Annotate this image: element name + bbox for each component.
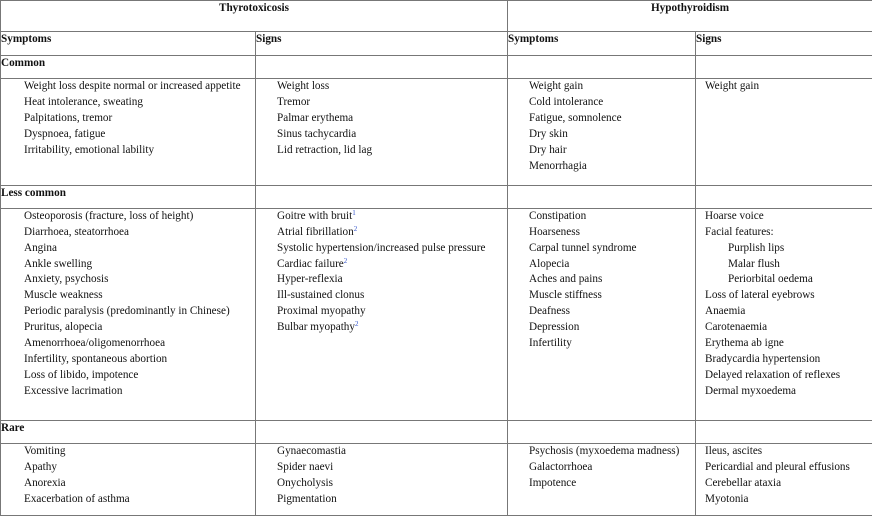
section-label-row: [1, 56, 872, 79]
list-item: [1, 209, 255, 225]
footnote-marker[interactable]: 2: [353, 224, 358, 233]
item-text: Aches and pains: [529, 273, 603, 286]
item-text: Infertility: [529, 337, 572, 350]
item-text: Excessive lacrimation: [24, 384, 123, 397]
list-item: [696, 257, 872, 273]
list-item: [1, 304, 255, 320]
list-item: [696, 368, 872, 384]
empty-cell: [508, 185, 696, 208]
item-text: Anxiety, psychosis: [24, 273, 109, 286]
item-text: Vomiting: [24, 445, 66, 458]
item-text: Delayed relaxation of reflexes: [705, 368, 841, 381]
list-item: [256, 460, 507, 476]
list-item: [696, 272, 872, 288]
list-item: [696, 352, 872, 368]
section-content-row: [1, 444, 872, 516]
footnote-marker[interactable]: 1: [352, 208, 356, 217]
item-text: Infertility, spontaneous abortion: [24, 352, 168, 365]
hypo-signs-cell: [696, 79, 872, 186]
list-item: [256, 320, 507, 336]
item-text: Ankle swelling: [24, 257, 93, 270]
list-item: [508, 460, 695, 476]
footnote-marker[interactable]: 2: [355, 320, 359, 329]
empty-cell: [508, 56, 696, 79]
item-text: Dry hair: [529, 143, 567, 156]
item-text: Cold intolerance: [529, 95, 604, 108]
list-item: [1, 336, 255, 352]
section-label: Rare: [1, 421, 256, 444]
list-item: [508, 304, 695, 320]
item-text: Heat intolerance, sweating: [24, 95, 143, 108]
list-item: [256, 272, 507, 288]
list-item: [1, 288, 255, 304]
item-text: Diarrhoea, steatorrhoea: [24, 225, 129, 238]
list-item: [1, 111, 255, 127]
section-content-row: [1, 208, 872, 421]
list-item: [508, 111, 695, 127]
thyro-signs-cell: [256, 444, 508, 516]
empty-cell: [696, 56, 872, 79]
list-item: [1, 143, 255, 159]
item-text: Depression: [529, 321, 580, 334]
footnote-marker[interactable]: 2: [343, 256, 348, 265]
item-text: Goitre with bruit: [277, 209, 353, 222]
item-text: Pigmentation: [277, 493, 337, 506]
item-text: Proximal myopathy: [277, 305, 366, 318]
list-item: [256, 95, 507, 111]
item-text: Hoarse voice: [705, 209, 764, 222]
list-item: [696, 336, 872, 352]
list-item: [1, 272, 255, 288]
list-item: [1, 384, 255, 400]
item-text: Hyper-reflexia: [277, 273, 343, 286]
thyro-symptoms-cell: [1, 208, 256, 421]
section-label: Less common: [1, 185, 256, 208]
empty-cell: [256, 56, 508, 79]
list-item: [256, 304, 507, 320]
hypo-symptoms-cell: [508, 444, 696, 516]
item-text: Periorbital oedema: [728, 273, 813, 286]
item-text: Atrial fibrillation: [277, 225, 354, 238]
list-item: [256, 225, 507, 241]
list-item: [508, 320, 695, 336]
item-text: Deafness: [529, 305, 571, 318]
item-text: Facial features:: [705, 225, 774, 238]
thyro-signs-cell: [256, 79, 508, 186]
hypo-symptoms-cell: [508, 79, 696, 186]
list-item: [1, 79, 255, 95]
item-text: Ileus, ascites: [705, 445, 763, 458]
item-list: [508, 79, 695, 174]
list-item: [1, 444, 255, 460]
list-item: [696, 209, 872, 225]
list-item: [256, 444, 507, 460]
item-text: Loss of lateral eyebrows: [705, 289, 815, 302]
item-list: [508, 209, 695, 352]
list-item: [508, 288, 695, 304]
item-list: [508, 444, 695, 492]
list-item: [696, 241, 872, 257]
item-text: Erythema ab igne: [705, 337, 784, 350]
section-label-row: [1, 421, 872, 444]
item-text: Pericardial and pleural effusions: [705, 461, 850, 474]
list-item: [508, 79, 695, 95]
list-item: [696, 79, 872, 95]
list-item: [508, 127, 695, 143]
list-item: [508, 159, 695, 175]
list-item: [256, 79, 507, 95]
list-item: [1, 460, 255, 476]
list-item: [696, 492, 872, 508]
item-text: Impotence: [529, 477, 577, 490]
item-text: Sinus tachycardia: [277, 127, 357, 140]
item-text: Tremor: [277, 95, 311, 108]
item-text: Cardiac failure: [277, 257, 344, 270]
list-item: [256, 143, 507, 159]
item-text: Pruritus, alopecia: [24, 321, 103, 334]
list-item: [256, 241, 507, 257]
list-item: [508, 272, 695, 288]
list-item: [508, 241, 695, 257]
item-text: Onycholysis: [277, 477, 333, 490]
item-text: Dyspnoea, fatigue: [24, 127, 106, 140]
list-item: [256, 111, 507, 127]
item-text: Apathy: [24, 461, 57, 474]
list-item: [1, 352, 255, 368]
list-item: [508, 225, 695, 241]
list-item: [508, 95, 695, 111]
list-item: [1, 492, 255, 508]
list-item: [256, 127, 507, 143]
list-item: [1, 476, 255, 492]
item-text: Weight gain: [705, 80, 760, 92]
list-item: [508, 143, 695, 159]
hypothyroidism-header: Hypothyroidism: [508, 1, 872, 32]
item-text: Weight loss despite normal or increased appetite: [24, 80, 241, 92]
item-text: Irritability, emotional lability: [24, 143, 155, 156]
item-text: Periodic paralysis (predominantly in Chinese): [24, 305, 230, 318]
item-text: Muscle stiffness: [529, 289, 602, 302]
list-item: [256, 209, 507, 225]
section-label-row: [1, 185, 872, 208]
list-item: [1, 95, 255, 111]
hypo-signs-header: Signs: [696, 32, 872, 56]
item-text: Palmar erythema: [277, 111, 354, 124]
section-label: Common: [1, 56, 256, 79]
list-item: [508, 336, 695, 352]
list-item: [696, 225, 872, 241]
item-text: Anaemia: [705, 305, 746, 318]
table-body: [1, 56, 872, 516]
hypo-signs-cell: [696, 444, 872, 516]
list-item: [696, 476, 872, 492]
item-list: [696, 209, 872, 400]
list-item: [1, 127, 255, 143]
item-text: Exacerbation of asthma: [24, 493, 130, 506]
item-text: Amenorrhoea/oligomenorrhoea: [24, 337, 166, 350]
list-item: [256, 257, 507, 273]
item-text: Myotonia: [705, 493, 749, 506]
list-item: [1, 241, 255, 257]
list-item: [508, 257, 695, 273]
item-text: Systolic hypertension/increased pulse pressure: [277, 241, 486, 254]
item-text: Dermal myxoedema: [705, 384, 797, 397]
item-text: Muscle weakness: [24, 289, 103, 302]
thyro-signs-cell: [256, 208, 508, 421]
item-list: [256, 444, 507, 508]
list-item: [696, 444, 872, 460]
empty-cell: [696, 185, 872, 208]
item-text: Carotenaemia: [705, 321, 768, 334]
item-text: Angina: [24, 241, 57, 254]
item-text: Galactorrhoea: [529, 461, 593, 474]
list-item: [1, 320, 255, 336]
item-text: Bradycardia hypertension: [705, 352, 821, 365]
list-item: [696, 304, 872, 320]
item-text: Psychosis (myxoedema madness): [529, 445, 680, 458]
item-list: [1, 79, 255, 159]
item-text: Palpitations, tremor: [24, 111, 113, 124]
item-text: Loss of libido, impotence: [24, 368, 139, 381]
item-text: Osteoporosis (fracture, loss of height): [24, 209, 194, 222]
item-text: Cerebellar ataxia: [705, 477, 782, 490]
item-text: Gynaecomastia: [277, 445, 346, 458]
item-text: Hoarseness: [529, 225, 580, 238]
subheader-row: [1, 32, 872, 56]
item-text: Anorexia: [24, 477, 66, 490]
item-list: [1, 209, 255, 400]
thyro-signs-header: Signs: [256, 32, 508, 56]
group-header-row: [1, 1, 872, 32]
item-text: Weight loss: [277, 80, 330, 92]
item-text: Fatigue, somnolence: [529, 111, 622, 124]
empty-cell: [508, 421, 696, 444]
empty-cell: [256, 421, 508, 444]
empty-cell: [696, 421, 872, 444]
list-item: [256, 492, 507, 508]
item-list: [696, 79, 872, 95]
item-text: Alopecia: [529, 257, 570, 270]
item-list: [696, 444, 872, 508]
item-text: Constipation: [529, 209, 587, 222]
list-item: [696, 288, 872, 304]
item-list: [1, 444, 255, 508]
item-text: Ill-sustained clonus: [277, 289, 365, 302]
list-item: [696, 320, 872, 336]
empty-cell: [256, 185, 508, 208]
list-item: [508, 209, 695, 225]
list-item: [1, 225, 255, 241]
item-list: [256, 79, 507, 159]
list-item: [696, 460, 872, 476]
item-text: Bulbar myopathy: [277, 321, 355, 334]
list-item: [696, 384, 872, 400]
hypo-symptoms-cell: [508, 208, 696, 421]
section-content-row: [1, 79, 872, 186]
item-list: [256, 209, 507, 336]
item-text: Dry skin: [529, 127, 568, 140]
list-item: [256, 288, 507, 304]
thyro-symptoms-header: Symptoms: [1, 32, 256, 56]
list-item: [1, 368, 255, 384]
list-item: [256, 476, 507, 492]
item-text: Weight gain: [529, 80, 584, 92]
item-text: Spider naevi: [277, 461, 334, 474]
hypo-signs-cell: [696, 208, 872, 421]
list-item: [508, 444, 695, 460]
list-item: [508, 476, 695, 492]
item-text: Malar flush: [728, 257, 780, 270]
list-item: [1, 257, 255, 273]
item-text: Lid retraction, lid lag: [277, 143, 373, 156]
item-text: Carpal tunnel syndrome: [529, 241, 637, 254]
hypo-symptoms-header: Symptoms: [508, 32, 696, 56]
item-text: Menorrhagia: [529, 159, 587, 172]
item-text: Purplish lips: [728, 241, 785, 254]
thyro-symptoms-cell: [1, 79, 256, 186]
thyro-symptoms-cell: [1, 444, 256, 516]
thyrotoxicosis-header: Thyrotoxicosis: [1, 1, 508, 32]
